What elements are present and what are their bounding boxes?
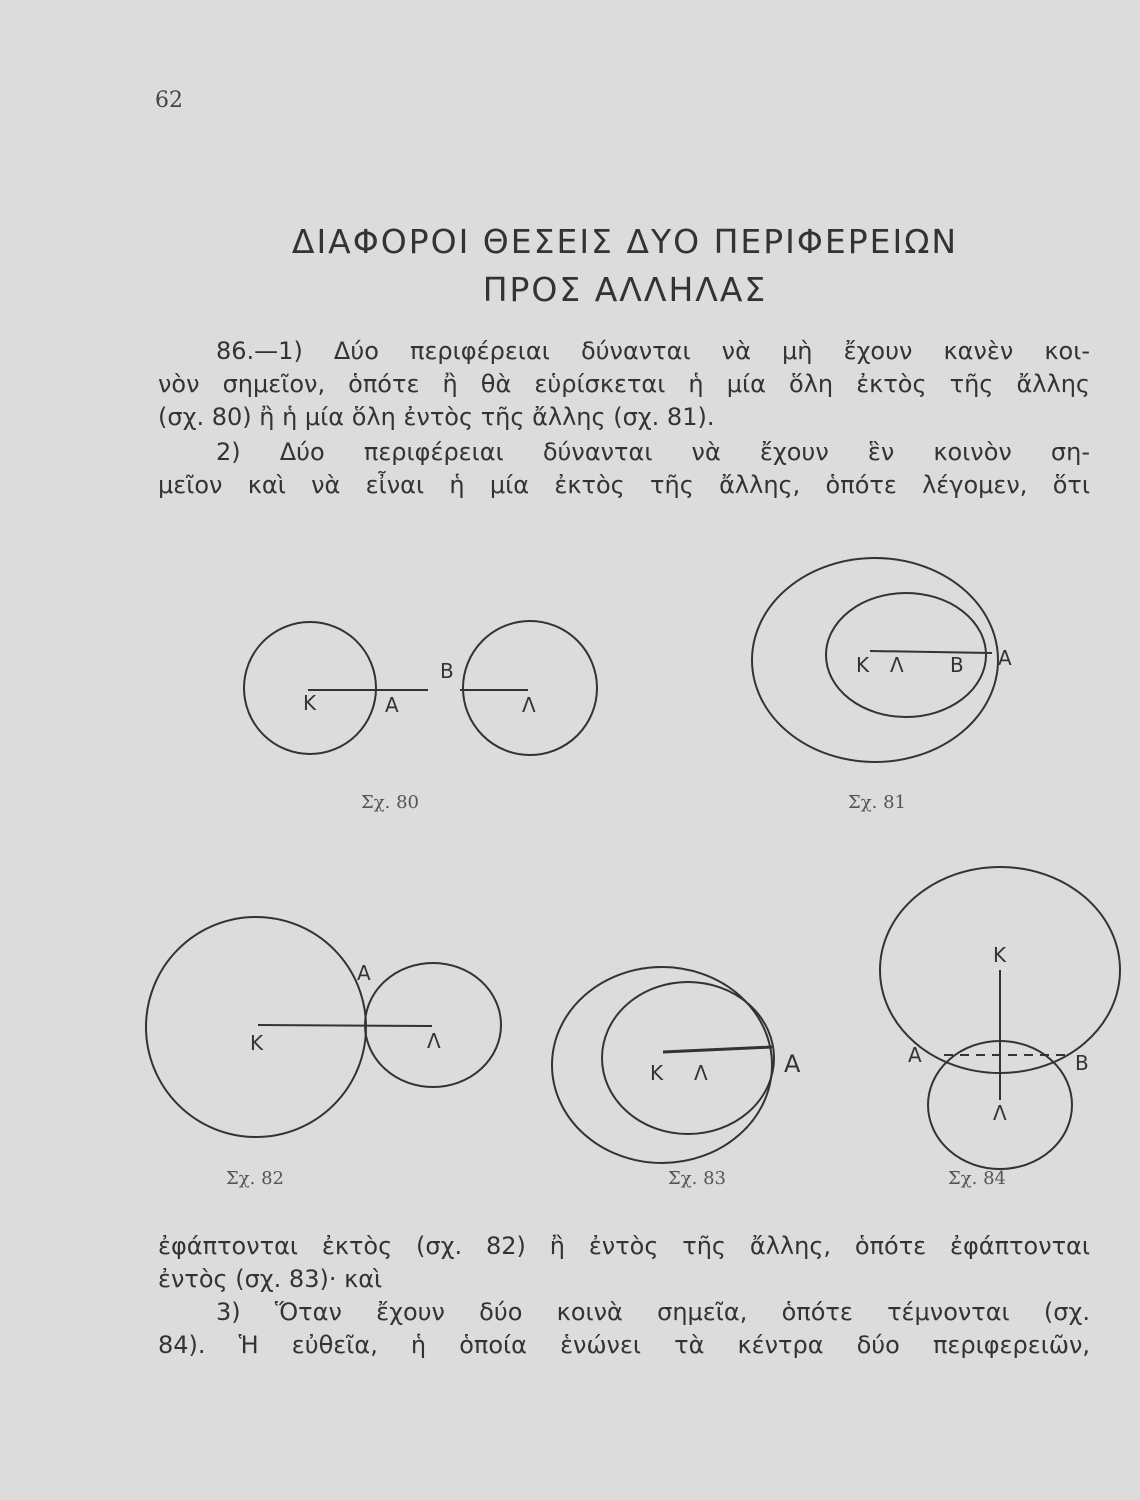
paragraph-86-3 bbox=[158, 1296, 1090, 1362]
label-b: Β bbox=[950, 653, 964, 677]
label-k: Κ bbox=[250, 1031, 264, 1055]
label-a: Α bbox=[784, 1050, 801, 1078]
text-line: ἐντὸς (σχ. 83)· καὶ bbox=[158, 1265, 383, 1293]
text-line: ἐφάπτονται ἐκτὸς (σχ. 82) ἢ ἐντὸς τῆς ἄλλης, ὁπότε ἐφάπτονται bbox=[158, 1232, 1090, 1260]
radius-segment bbox=[663, 1047, 772, 1052]
caption-fig-83: Σχ. 83 bbox=[668, 1168, 726, 1189]
center-line bbox=[258, 1025, 432, 1026]
section-title-line-1: ΔΙΑΦΟΡΟΙ ΘΕΣΕΙΣ ΔΥΟ ΠΕΡΙΦΕΡΕΙΩΝ bbox=[291, 222, 959, 261]
caption-fig-82: Σχ. 82 bbox=[226, 1168, 284, 1189]
paragraph-86-2-cont bbox=[158, 1230, 1090, 1296]
circle-k bbox=[244, 622, 376, 754]
circle-lambda bbox=[463, 621, 597, 755]
label-lambda: Λ bbox=[427, 1029, 441, 1053]
label-lambda: Λ bbox=[890, 653, 904, 677]
caption-fig-81: Σχ. 81 bbox=[848, 792, 906, 813]
caption-fig-84: Σχ. 84 bbox=[948, 1168, 1006, 1189]
label-b: Β bbox=[1075, 1051, 1089, 1075]
text-line: (σχ. 80) ἢ ἡ μία ὅλη ἐντὸς τῆς ἄλλης (σχ. 81). bbox=[158, 403, 715, 431]
page-number: 62 bbox=[155, 88, 183, 113]
label-lambda: Λ bbox=[694, 1061, 708, 1085]
label-k: Κ bbox=[303, 691, 317, 715]
label-a: Α bbox=[908, 1043, 922, 1067]
text-line: νὸν σημεῖον, ὁπότε ἢ θὰ εὑρίσκεται ἡ μία ὅλη ἐκτὸς τῆς ἄλλης bbox=[158, 370, 1090, 398]
label-a: Α bbox=[385, 693, 399, 717]
label-a: Α bbox=[357, 961, 371, 985]
caption-fig-80: Σχ. 80 bbox=[361, 792, 419, 813]
text-line: 86.—1) Δύο περιφέρειαι δύνανται νὰ μὴ ἔχουν κανὲν κοι- bbox=[216, 337, 1090, 365]
label-k: Κ bbox=[650, 1061, 664, 1085]
label-lambda: Λ bbox=[993, 1101, 1007, 1125]
text-line: 84). Ἡ εὐθεῖα, ἡ ὁποία ἑνώνει τὰ κέντρα δύο περιφερειῶν, bbox=[158, 1331, 1090, 1359]
label-lambda: Λ bbox=[522, 693, 536, 717]
label-k: Κ bbox=[993, 943, 1007, 967]
label-a: Α bbox=[998, 646, 1012, 670]
label-b: Β bbox=[440, 659, 454, 683]
text-line: μεῖον καὶ νὰ εἶναι ἡ μία ἐκτὸς τῆς ἄλλης, ὁπότε λέγομεν, ὅτι bbox=[158, 471, 1090, 499]
section-title-line-2: ΠΡΟΣ ΑΛΛΗΛΑΣ bbox=[482, 270, 768, 309]
large-circle bbox=[146, 917, 366, 1137]
text-line: 2) Δύο περιφέρειαι δύνανται νὰ ἔχουν ἓν κοινὸν ση- bbox=[216, 438, 1090, 466]
inner-circle bbox=[602, 982, 774, 1134]
figure-80 bbox=[244, 621, 597, 755]
label-k: Κ bbox=[856, 653, 870, 677]
radius-segment bbox=[870, 651, 992, 653]
figure-82 bbox=[146, 917, 501, 1137]
text-line: 3) Ὅταν ἔχουν δύο κοινὰ σημεῖα, ὁπότε τέμνονται (σχ. bbox=[216, 1298, 1090, 1326]
